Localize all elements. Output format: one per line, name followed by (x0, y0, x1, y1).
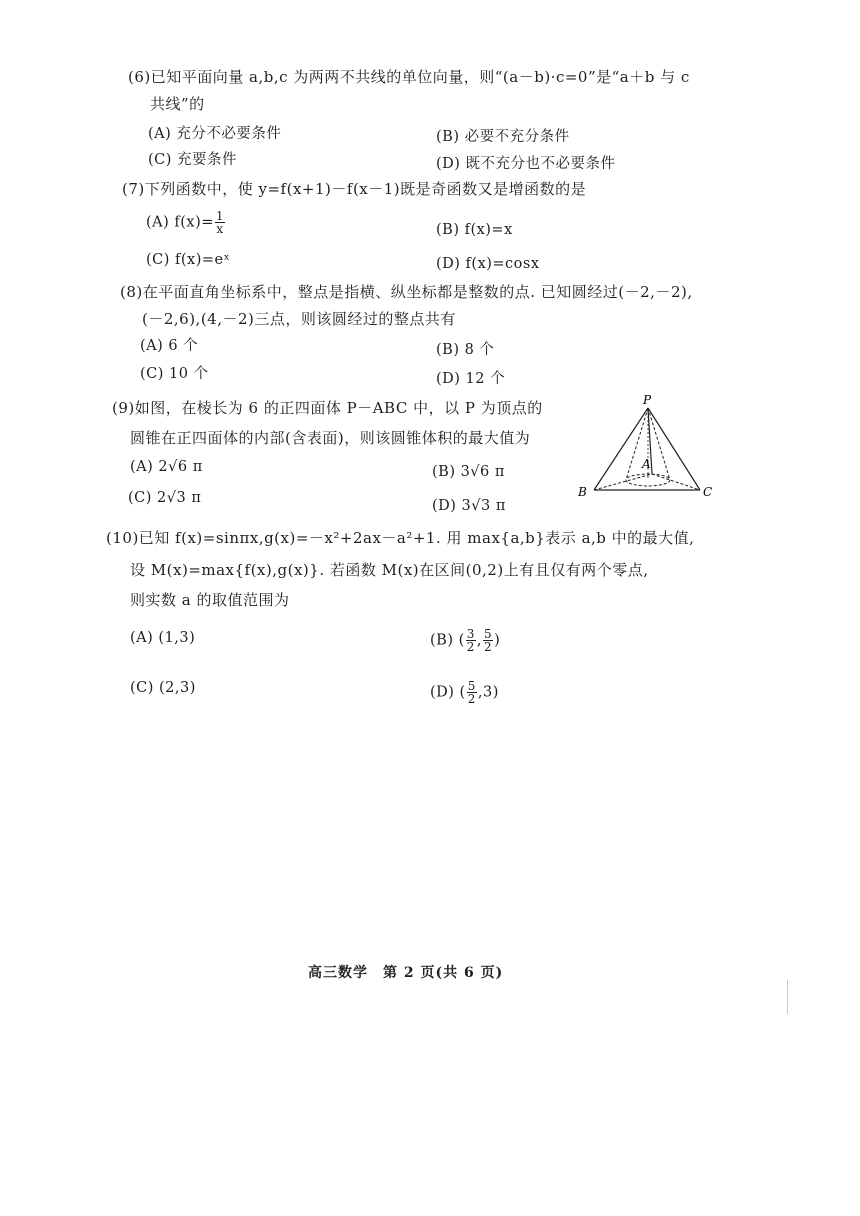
q10-option-c: (C) (2,3) (130, 680, 196, 696)
q10-option-b-suffix: ) (494, 632, 501, 649)
q9-option-a: (A) 2√6 π (130, 459, 203, 475)
edge-ac-hidden (652, 474, 700, 490)
q6-option-b: (B) 必要不充分条件 (436, 129, 570, 145)
q10-option-d-prefix: (D) ( (430, 684, 466, 701)
tetrahedron-cone-figure (572, 394, 732, 506)
vertex-c-label: C (703, 485, 713, 499)
q7-option-b: (B) f(x)=x (436, 222, 513, 238)
q8-option-a: (A) 6 个 (140, 338, 199, 354)
q10-option-b-f2-numerator: 5 (484, 627, 493, 641)
q9-option-d: (D) 3√3 π (432, 498, 506, 514)
q10-stem-line3: 则实数 a 的取值范围为 (130, 591, 290, 609)
q10-option-b-fraction2 (483, 628, 493, 653)
q6-option-d: (D) 既不充分也不必要条件 (436, 156, 616, 172)
q10-option-b-separator: , (476, 632, 482, 649)
q7-stem: (7)下列函数中，使 y=f(x+1)－f(x－1)既是奇函数又是增函数的是 (122, 180, 587, 198)
q10-option-b (430, 628, 500, 653)
q10-stem-line1: (10)已知 f(x)=sinπx,g(x)=－x²+2ax－a²+1. 用 max{a,b}表示 a,b 中的最大值, (106, 529, 695, 547)
q10-option-d-fraction (467, 680, 477, 705)
q8-option-d: (D) 12 个 (436, 371, 506, 387)
q10-option-d-denominator: 2 (467, 692, 476, 706)
q6-option-c: (C) 充要条件 (148, 152, 238, 168)
page-footer: 高三数学 第 2 页(共 6 页) (308, 965, 504, 981)
q8-stem-line1: (8)在平面直角坐标系中，整点是指横、纵坐标都是整数的点. 已知圆经过(－2,－2), (120, 283, 693, 301)
q7-option-c: (C) f(x)=eˣ (146, 252, 231, 268)
edge-pc (648, 408, 700, 490)
q6-stem-line2: 共线”的 (150, 95, 205, 113)
q10-option-b-f1-numerator: 3 (466, 627, 475, 641)
q7-option-a (146, 210, 226, 235)
q10-option-b-prefix: (B) ( (430, 632, 465, 649)
q7-option-a-fraction (215, 210, 225, 235)
vertex-b-label: B (578, 485, 587, 499)
q8-stem-line2: (－2,6),(4,－2)三点，则该圆经过的整点共有 (142, 310, 456, 328)
q9-stem-line2: 圆锥在正四面体的内部(含表面)，则该圆锥体积的最大值为 (130, 429, 531, 447)
q9-option-b: (B) 3√6 π (432, 464, 505, 480)
vertex-a-label: A (642, 457, 651, 471)
q10-option-d-suffix: ,3) (477, 684, 499, 701)
q9-option-c: (C) 2√3 π (128, 490, 202, 506)
q8-option-b: (B) 8 个 (436, 342, 495, 358)
q7-option-a-numerator: 1 (215, 209, 225, 223)
q10-stem-line2: 设 M(x)=max{f(x),g(x)}. 若函数 M(x)在区间(0,2)上有且仅有两个零点, (130, 561, 649, 579)
q9-stem-line1: (9)如图，在棱长为 6 的正四面体 P－ABC 中，以 P 为顶点的 (112, 399, 543, 417)
vertex-p-label: P (643, 394, 652, 407)
q10-option-d-numerator: 5 (467, 679, 476, 693)
q7-option-d: (D) f(x)=cosx (436, 256, 540, 272)
q6-stem-line1: (6)已知平面向量 a,b,c 为两两不共线的单位向量，则“(a－b)·c=0”是“a＋b 与 c (128, 68, 690, 86)
q7-option-a-prefix: (A) f(x)= (146, 214, 214, 231)
q10-option-b-f1-denominator: 2 (466, 640, 475, 654)
q10-option-a: (A) (1,3) (130, 630, 196, 646)
q10-option-d (430, 680, 499, 705)
q10-option-b-fraction1 (466, 628, 476, 653)
q8-option-c: (C) 10 个 (140, 366, 209, 382)
q10-option-b-f2-denominator: 2 (484, 640, 493, 654)
q6-option-a: (A) 充分不必要条件 (148, 126, 282, 142)
scan-artifact-line (787, 980, 788, 1014)
q7-option-a-denominator: x (216, 222, 224, 236)
